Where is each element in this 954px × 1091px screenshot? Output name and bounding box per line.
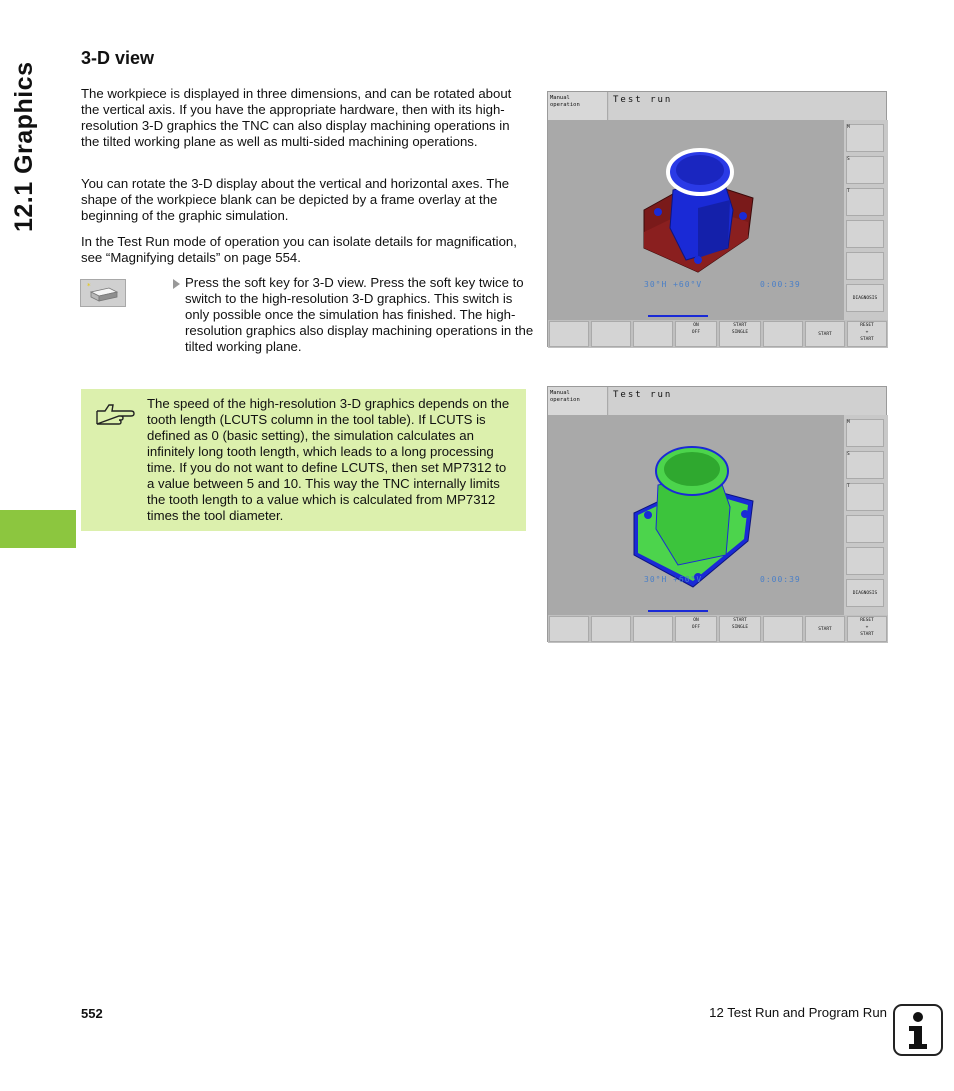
softkey-t-label: T — [847, 189, 850, 194]
graphics-view — [548, 120, 844, 320]
reset-label-3: START — [860, 337, 874, 342]
section-title: 3-D view — [81, 48, 155, 68]
mode-panel — [548, 387, 608, 415]
softkey-on-off[interactable] — [675, 321, 717, 347]
softkey-m-label: M — [847, 125, 850, 130]
mode-line-2: operation — [550, 102, 580, 108]
softkey-start[interactable] — [805, 616, 845, 642]
softkey-t[interactable] — [846, 188, 884, 216]
pointing-hand-icon — [95, 401, 135, 432]
softkey-diagnosis-label: DIAGNOSIS — [852, 591, 878, 596]
graphics-view — [548, 415, 844, 615]
chapter-footer: 12 Test Run and Program Run — [709, 1005, 887, 1020]
softkey-plan-view[interactable] — [591, 616, 631, 642]
run-time: 0:00:39 — [760, 280, 801, 289]
3d-view-softkey-icon — [80, 279, 126, 307]
reset-label-3: START — [860, 632, 874, 637]
reset-label-1: RESET — [860, 323, 874, 328]
start-single-label-2: SINGLE — [731, 625, 749, 630]
softkey-diagnosis[interactable] — [846, 579, 884, 607]
softkey-empty-2[interactable] — [846, 547, 884, 575]
paragraph-1-text: The workpiece is displayed in three dimensions, and can be rotated about the vertical axis. If you have the appropriate hardware, then with its high-resolution 3-D graphics the TNC can also display machining operations in the tilted working plane as well as multi-sided machining operations. — [81, 86, 512, 149]
off-label: OFF — [691, 330, 701, 335]
off-label: OFF — [691, 625, 701, 630]
side-chapter-title: 12.1 Graphics — [10, 61, 38, 232]
start-single-label-2: SINGLE — [731, 330, 749, 335]
paragraph-2 — [81, 176, 526, 224]
softkey-s-label: S — [847, 452, 850, 457]
horizontal-softkey-bar — [548, 615, 888, 643]
softkey-m-label: M — [847, 420, 850, 425]
start-label: START — [818, 627, 832, 632]
softkey-reset-start[interactable] — [847, 321, 887, 347]
tnc-screenshot-2 — [547, 386, 887, 642]
on-label: ON — [693, 323, 699, 328]
start-label: START — [818, 332, 832, 337]
mode-line-2: operation — [550, 397, 580, 403]
softkey-s[interactable] — [846, 156, 884, 184]
instruction-text: Press the soft key for 3-D view. Press the soft key twice to switch to the high-resolution 3-D graphics. This switch is only possible once the simulation has finished. The high-resolution graphics also display machining operations in the tilted working plane. — [185, 275, 534, 354]
reset-label-1: RESET — [860, 618, 874, 623]
reset-label-2: + — [865, 625, 869, 630]
mode-line-1: Manual — [550, 95, 570, 101]
softkey-m[interactable] — [846, 419, 884, 447]
note-box — [81, 389, 526, 531]
vertical-softkey-bar — [844, 120, 888, 320]
softkey-diagnosis-label: DIAGNOSIS — [852, 296, 878, 301]
softkey-3d-view[interactable] — [633, 616, 673, 642]
softkey-m[interactable] — [846, 124, 884, 152]
softkey-plan-view[interactable] — [591, 321, 631, 347]
chapter-tab-marker — [0, 510, 76, 548]
info-icon — [893, 1004, 943, 1056]
paragraph-1 — [81, 86, 526, 150]
svg-text:*: * — [87, 282, 91, 290]
softkey-on-off[interactable] — [675, 616, 717, 642]
softkey-s[interactable] — [846, 451, 884, 479]
mode-line-1: Manual — [550, 390, 570, 396]
softkey-start-single[interactable] — [719, 616, 761, 642]
softkey-empty-1[interactable] — [846, 515, 884, 543]
softkey-empty-1[interactable] — [846, 220, 884, 248]
tnc-screenshot-1 — [547, 91, 887, 347]
mode-title: Test run — [609, 387, 886, 415]
paragraph-3-text: In the Test Run mode of operation you can isolate details for magnification, see “Magnifying details” on page 554. — [81, 234, 517, 265]
on-label: ON — [693, 618, 699, 623]
softkey-empty-2[interactable] — [846, 252, 884, 280]
mode-title: Test run — [609, 92, 886, 120]
start-single-label-1: START — [733, 618, 747, 623]
softkey-empty-3[interactable] — [763, 616, 803, 642]
softkey-start-single[interactable] — [719, 321, 761, 347]
note-text: The speed of the high-resolution 3-D graphics depends on the tooth length (LCUTS column in the tool table). If LCUTS is defined as 0 (basic setting), the simulation calculates an infinitely long tooth length, which leads to a long processing time. If you do not want to define LCUTS, then set MP7312 to a value between 5 and 10. This way the TNC internally limits the tooth length to a value which is calculated from MP7312 times the tool diameter. — [147, 396, 510, 523]
softkey-t[interactable] — [846, 483, 884, 511]
bullet-triangle-icon — [173, 279, 180, 289]
start-single-label-1: START — [733, 323, 747, 328]
softkey-3d-view[interactable] — [633, 321, 673, 347]
page-number: 552 — [81, 1006, 103, 1021]
softkey-start[interactable] — [805, 321, 845, 347]
view-angle: 30°H +60°V — [644, 575, 703, 584]
mode-panel — [548, 92, 608, 120]
run-time: 0:00:39 — [760, 575, 801, 584]
softkey-block-view[interactable] — [549, 321, 589, 347]
paragraph-2-text: You can rotate the 3-D display about the vertical and horizontal axes. The shape of the workpiece blank can be depicted by a frame overlay at the beginning of the graphic simulation. — [81, 176, 510, 223]
softkey-empty-3[interactable] — [763, 321, 803, 347]
softkey-diagnosis[interactable] — [846, 284, 884, 312]
softkey-s-label: S — [847, 157, 850, 162]
softkey-reset-start[interactable] — [847, 616, 887, 642]
reset-label-2: + — [865, 330, 869, 335]
view-angle: 30°H +60°V — [644, 280, 703, 289]
instruction-step — [173, 275, 535, 355]
softkey-t-label: T — [847, 484, 850, 489]
vertical-softkey-bar — [844, 415, 888, 615]
softkey-block-view[interactable] — [549, 616, 589, 642]
paragraph-3 — [81, 234, 526, 266]
horizontal-softkey-bar — [548, 320, 888, 348]
